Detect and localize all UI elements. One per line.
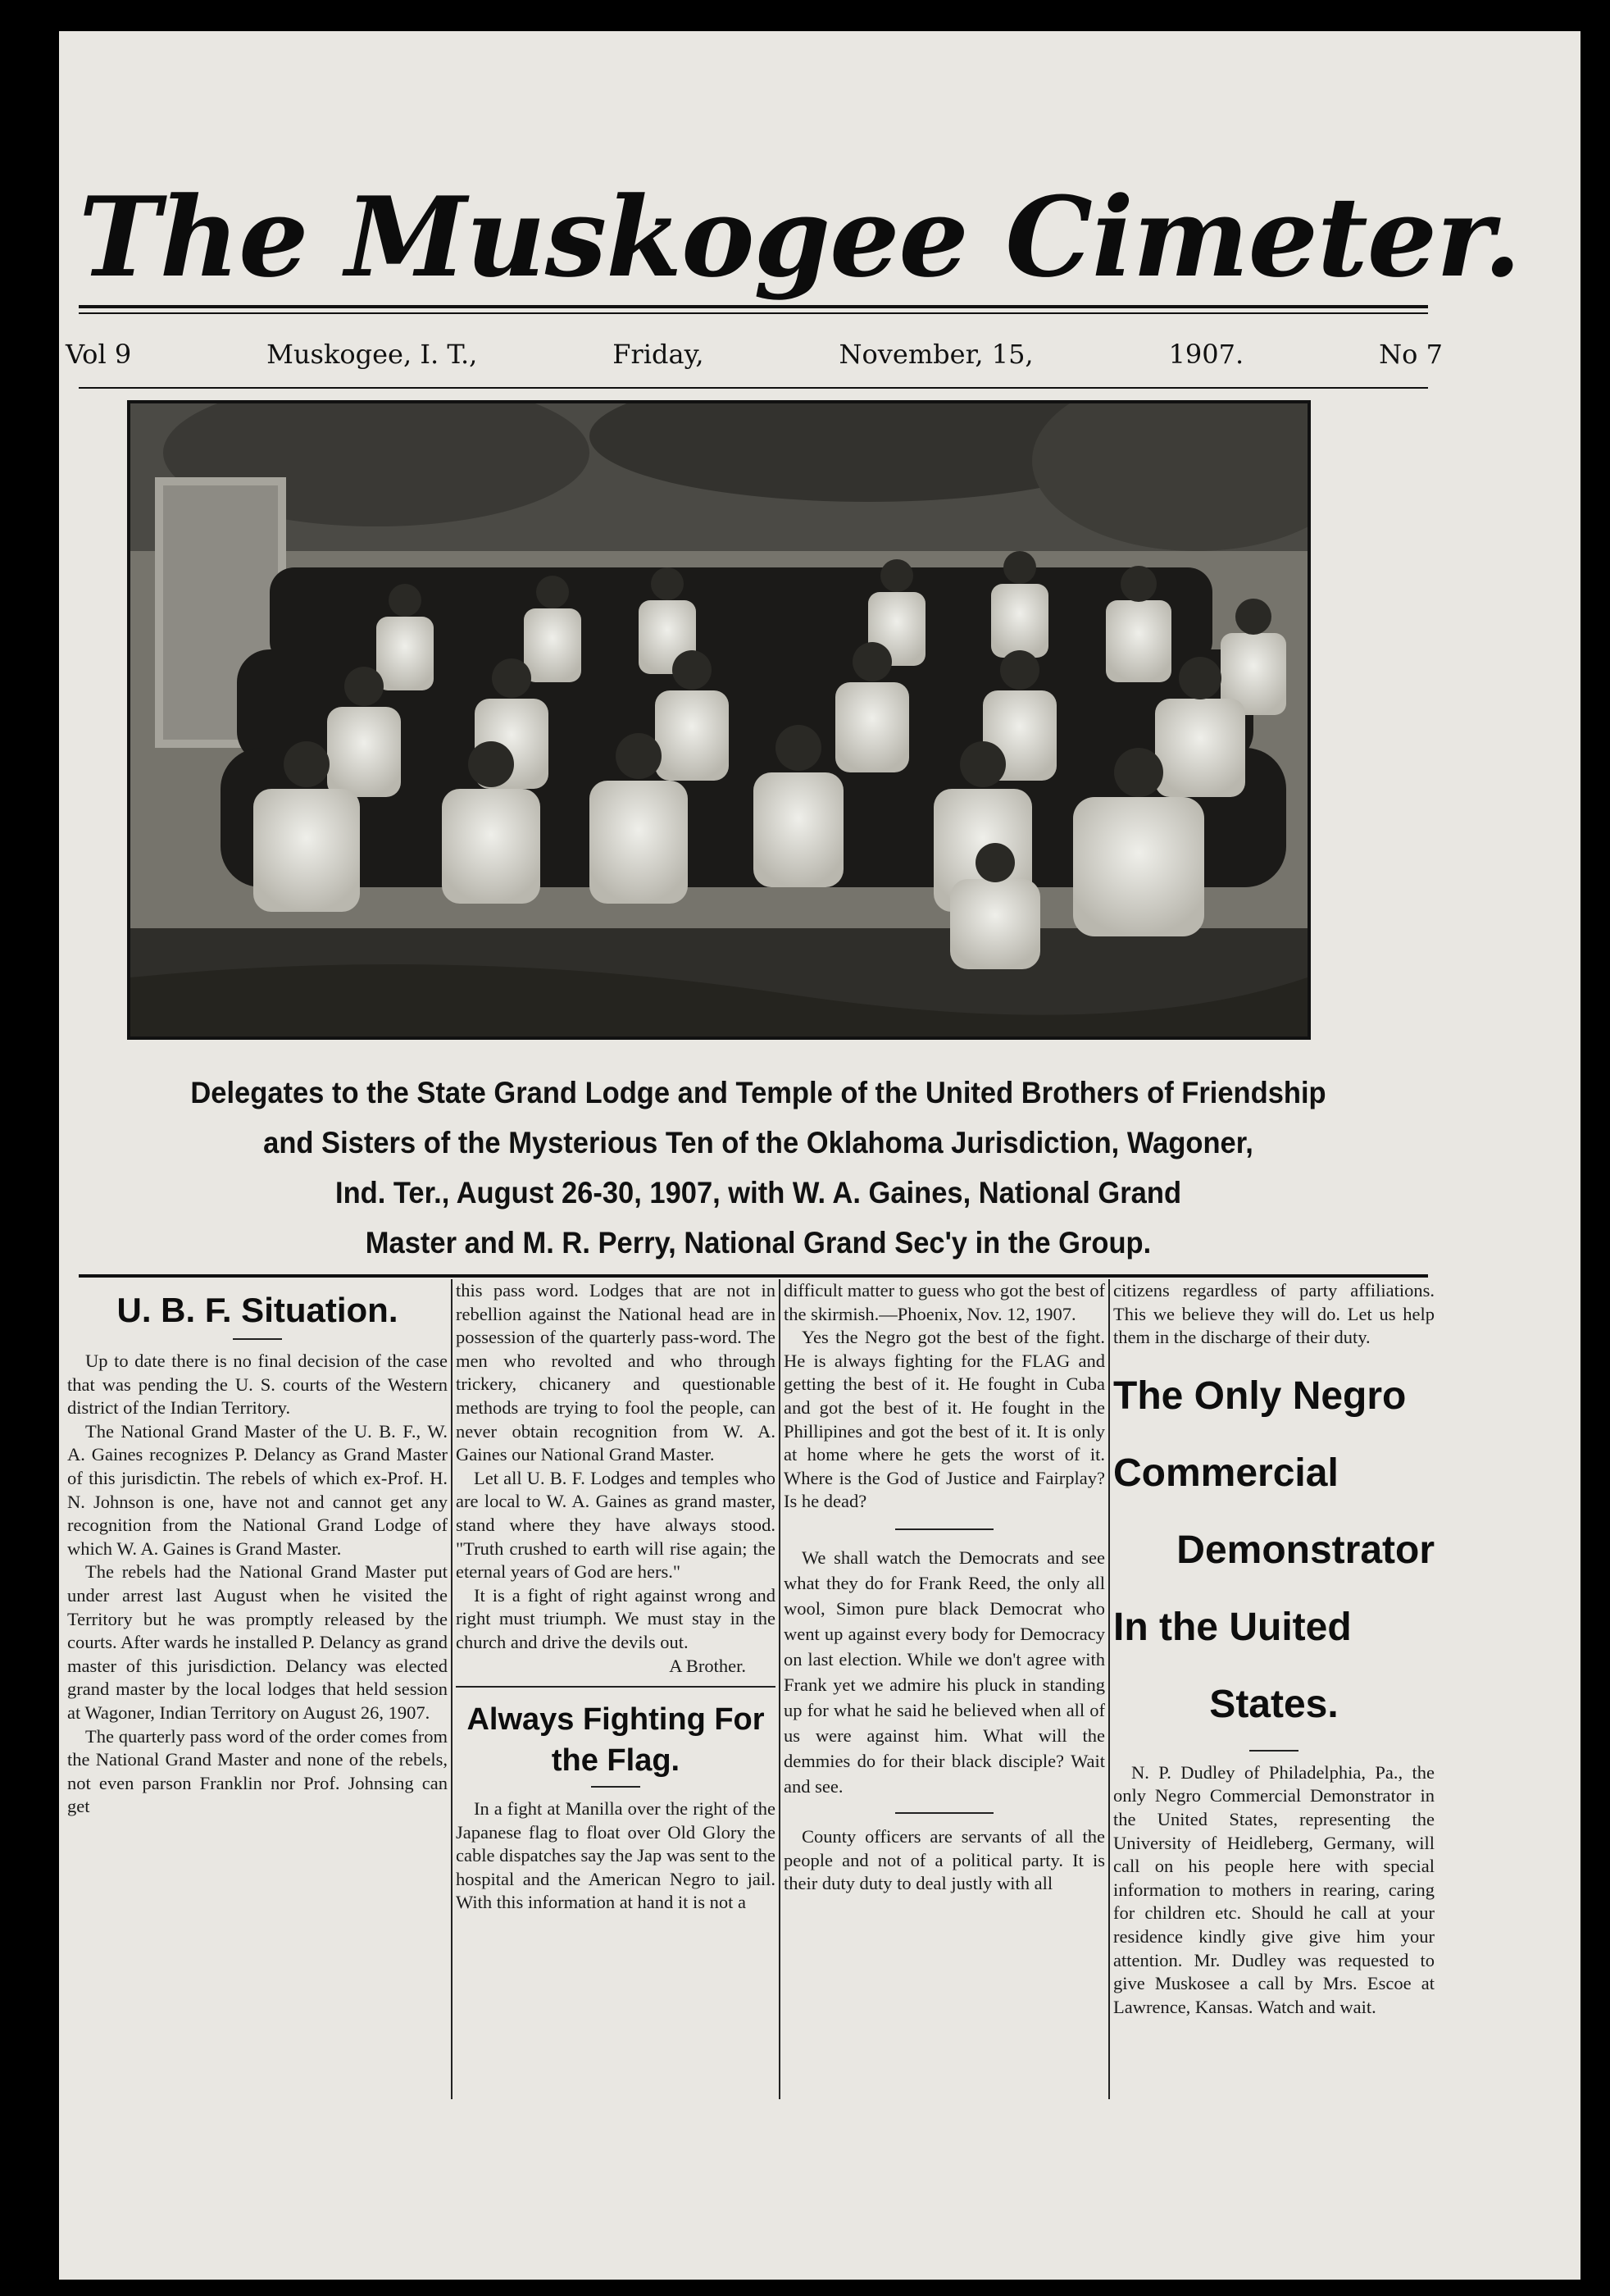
masthead-title: The Muskogee Cimeter.: [79, 172, 1521, 302]
caption-line: Delegates to the State Grand Lodge and Temple of the United Brothers of Friendship: [190, 1075, 1326, 1109]
headline-line: States.: [1209, 1682, 1339, 1726]
column-rule: [779, 1279, 780, 2099]
dateline-date: November, 15,: [839, 339, 1034, 370]
article-paragraph: Up to date there is no final decision of the case that was pending the U. S. courts of the Western district of the Indian Territory.: [67, 1351, 448, 1419]
headline-always-fighting: [456, 1699, 775, 1781]
column-3: [784, 1279, 1105, 1896]
article-paragraph: We shall watch the Democrats and see what they do for Frank Reed, the only all wool, Simon pure black Democrat who went up against every body for Democracy on last election. While we don't agree with Frank yet we admire his pluck in standing up for what he said he believed when all of us were against him. What will the demmies do for their black disciple? Wait and see.: [784, 1547, 1105, 1797]
headline-divider: [233, 1338, 282, 1340]
article-paragraph: difficult matter to guess who got the best of the skirmish.—Phoenix, Nov. 12, 1907.: [784, 1280, 1106, 1324]
dateline-year: 1907.: [1168, 339, 1244, 370]
dateline-day: Friday,: [612, 339, 704, 370]
article-paragraph: Yes the Negro got the best of the fight. He is always fighting for the FLAG and getting the best of it. He fought in Cuba and got the best of it. He fought in the Phillipines and got the best of it. It is only at home where he gets the worst of it. Where is the God of Justice and Fairplay? Is he dead?: [784, 1327, 1105, 1512]
article-paragraph: citizens regardless of party affiliations. This we believe they will do. Let us help them in the discharge of their duty.: [1113, 1280, 1435, 1348]
column-rule: [451, 1279, 453, 2099]
article-divider: [456, 1686, 775, 1688]
group-photograph: [127, 400, 1311, 1040]
dateline: [66, 330, 1443, 379]
headline-commercial-demonstrator: [1113, 1358, 1435, 1743]
article-paragraph: The National Grand Master of the U. B. F., W. A. Gaines recognizes P. Delancy as Grand Master of this jurisdictin. The rebels of which ex-Prof. H. N. Johnson is one, have not and cannot get any recognition from the National Grand Lodge of which W. A. Gaines is Grand Master.: [67, 1420, 448, 1559]
dateline-place: Muskogee, I. T.,: [266, 339, 478, 370]
caption-line: Ind. Ter., August 26-30, 1907, with W. A. Gaines, National Grand: [334, 1175, 1182, 1210]
photo-caption: [121, 1068, 1396, 1268]
article-divider: [895, 1528, 994, 1530]
headline-line: The Only Negro: [1113, 1374, 1407, 1418]
article-paragraph: The quarterly pass word of the order comes from the National Grand Master and none of the rebels, not even parson Franklin nor Prof. Johnsing can get: [67, 1725, 448, 1817]
section-rule-top: [79, 1274, 1428, 1278]
headline-divider: [1249, 1750, 1298, 1752]
article-divider: [895, 1812, 994, 1814]
headline-line: Demonstrator: [1176, 1528, 1435, 1572]
headline-ubf-situation: U. B. F. Situation.: [116, 1291, 398, 1329]
headline-line: In the Uuited: [1113, 1605, 1352, 1649]
article-paragraph: N. P. Dudley of Philadelphia, Pa., the only Negro Commercial Demonstrator in the United States, representing the University of Heidleberg, Germany, will call on his people here with special information to mothers in rearing, caring for children etc. Should he call at your residence kindly give give him your attention. Mr. Dudley was requested to give Muskosee a call by Mrs. Escoe at Lawrence, Kansas. Watch and wait.: [1113, 1761, 1435, 2017]
headline-line: Always Fighting For: [466, 1702, 765, 1738]
article-paragraph: Let all U. B. F. Lodges and temples who are local to W. A. Gaines as grand master, stand where they have always stood. "Truth crushed to earth will rise again; the eternal years of God are hers.": [456, 1467, 775, 1583]
dateline-volume: Vol 9: [66, 339, 132, 370]
column-2: [456, 1279, 775, 1915]
headline-line: Commercial: [1113, 1451, 1339, 1495]
article-signature: A Brother.: [669, 1655, 746, 1676]
column-4: [1113, 1279, 1435, 2019]
article-paragraph: this pass word. Lodges that are not in rebellion against the National head are in possession of the quarterly pass-word. The men who revolted and who through trickery, chicanery and questionable methods are trying to fool the people, can never obtain recognition from W. A. Gaines our National Grand Master.: [456, 1280, 775, 1465]
article-paragraph: In a fight at Manilla over the right of the Japanese flag to float over Old Glory the cable dispatches say the Jap was sent to the hospital and the American Negro to jail. With this information at hand it is not a: [456, 1798, 775, 1913]
dateline-rule: [79, 387, 1428, 389]
caption-line: and Sisters of the Mysterious Ten of the Oklahoma Jurisdiction, Wagoner,: [263, 1125, 1253, 1159]
masthead-rule-top: [79, 305, 1428, 308]
headline-divider: [591, 1786, 640, 1788]
headline-line: the Flag.: [551, 1743, 680, 1779]
column-rule: [1108, 1279, 1110, 2099]
article-paragraph: The rebels had the National Grand Master put under arrest last August when he visited the Territory but he was promptly released by the courts. After wards he installed P. Delancy as grand master of this jurisdiction. Delancy was elected grand master by the local lodges that held session at Wagoner, Indian Territory on August 26, 1907.: [67, 1561, 448, 1723]
caption-line: Master and M. R. Perry, National Grand Sec'y in the Group.: [365, 1225, 1152, 1260]
article-paragraph: County officers are servants of all the people and not of a political party. It is their duty duty to deal justly with all: [784, 1825, 1105, 1894]
column-1: [67, 1284, 448, 1819]
masthead-rule-bottom: [79, 312, 1428, 314]
dateline-number: No 7: [1379, 339, 1443, 370]
article-paragraph: It is a fight of right against wrong and right must triumph. We must stay in the church and drive the devils out.: [456, 1584, 775, 1652]
